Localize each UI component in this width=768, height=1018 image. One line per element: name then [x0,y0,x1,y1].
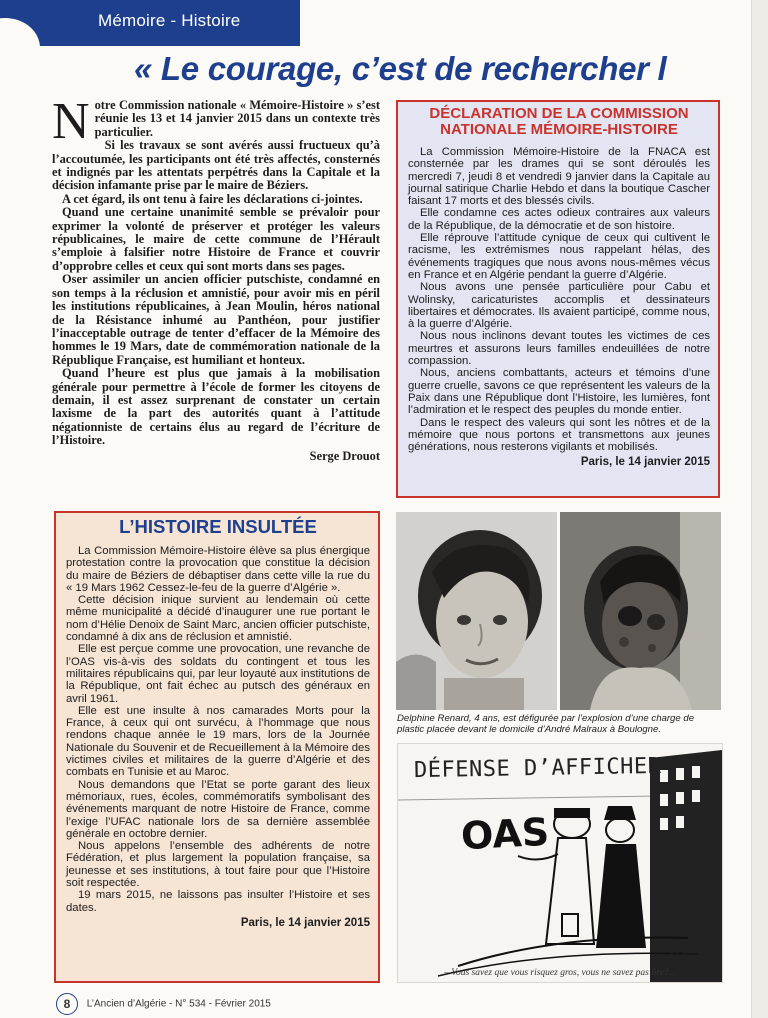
declaration-paragraph: Nous avons une pensée particulière pour Cabu et Wolinsky, caricaturistes accomplis et dessinateurs libertaires et démocrates. Ils avaient participé, comme nous, à la guerre d’Algérie. [408,281,710,331]
article-paragraph-4: Quand une certaine unanimité semble se prévaloir pour exprimer la volonté de préserver et protéger les valeurs républicaines, le maire de cette commune de l’Hérault s’emploie à falsifier notre Histoire de France et couvrir d’opprobre celles et ceux qui sont morts dans ses pages. [52,205,380,273]
cartoon-caption: – Vous savez que vous risquez gros, vous ne savez pas lire?... [444,968,676,978]
page-edge [751,0,768,1018]
article-paragraph-3: A cet égard, ils ont tenu à faire les déclarations ci-jointes. [62,191,363,206]
publication-info: L’Ancien d’Algérie - N° 534 - Février 2015 [86,998,271,1010]
child-portrait-image [396,512,557,710]
insult-body [66,545,370,914]
page-number: 8 [56,993,78,1015]
cartoon-title: DÉFENSE D’AFFICHER [413,753,662,784]
article-paragraph-6: Quand l’heure est plus que jamais à la mobilisation générale pour permettre à l’école de former les citoyens de demain, il est assez surprenant de constater un certain laxisme de la part des autorités quant à l’attitude négationniste de certains élus au regard de l’écriture de l’Histoire. [52,366,380,448]
photo-child-injured [560,512,721,710]
child-injured-image [560,512,721,710]
section-label: Mémoire - Histoire [98,11,241,30]
declaration-signature: Paris, le 14 janvier 2015 [580,456,710,469]
insult-paragraph: La Commission Mémoire-Histoire élève sa plus énergique protestation contre la provocation que constitue la décision du maire de Béziers de débaptiser dans cette ville la rue du « 19 Mars 1962 Cessez-le-feu de la guerre d’Algérie ». [66,545,370,594]
dropcap: N [52,93,90,150]
insult-title: L’HISTOIRE INSULTÉE [119,516,317,537]
photo-caption: Delphine Renard, 4 ans, est défigurée par l’explosion d’une charge de plastic placée devant le domicile d’André Malraux à Boulogne. [397,713,695,735]
section-banner [0,0,300,46]
insult-signature: Paris, le 14 janvier 2015 [240,916,370,929]
article-author: Serge Drouot [309,448,380,463]
declaration-paragraph: Nous, anciens combattants, acteurs et témoins d’une guerre cruelle, savons ce que représentent les valeurs de la Paix dans une République dont l’Histoire, les lumières, font l’admiration et le respect des peuples du monde entier. [408,367,710,417]
main-article [52,93,380,463]
headline: « Le courage, c’est de rechercher l [134,50,667,87]
cartoon [397,743,723,983]
insult-paragraph: Elle est perçue comme une provocation, une revanche de l’OAS vis-à-vis des soldats du contingent et tous les militaires républicains qui, par leur loyauté aux institutions de la République, ont fait échec au putsch des généraux en avril 1961. [66,643,370,705]
declaration-paragraph: La Commission Mémoire-Histoire de la FNACA est consternée par les drames qui se sont déroulés les mercredi 7, jeudi 8 et vendredi 9 janvier dans la Capitale au journal satirique Charlie Hebdo et dans la boutique Cascher faisant 17 morts et des blessés civils. [408,146,710,208]
insult-paragraph: Nous demandons que l’Etat se porte garant des lieux mémoriaux, rues, écoles, commémoratifs symbolisant des événements marquant de notre Histoire de France, comme l’exige l’UFAC nationale lors de sa dernière assemblée générale en octobre dernier. [66,778,370,840]
cartoon-wall-text: OAS [459,809,551,859]
photo-child-portrait [396,512,557,710]
declaration-paragraph: Dans le respect des valeurs qui sont les nôtres et de la mémoire que nous portons et transmettons aux jeunes générations, nous resterons vigilants et mobilisés. [408,416,710,454]
insult-paragraph: Elle est une insulte à nos camarades Morts pour la France, à ceux qui ont survécu, à l’hommage que nous rendons chaque année le 19 mars, lors de la Journée Nationale du Souvenir et de Recueillement à la Mémoire des victimes civiles et militaires de la guerre d’Algérie et des combats en Tunisie et au Maroc. [66,704,370,779]
insult-paragraph: Cette décision inique survient au lendemain où cette même municipalité a décidé d’inaugurer une rue portant le nom d’Hélie Denoix de Saint Marc, ancien officier putschiste, condamné à dix ans de réclusion et amnistié. [66,594,370,644]
declaration-paragraph: Elle condamne ces actes odieux contraires aux valeurs de la République, de la démocratie et de son histoire. [408,207,710,232]
insult-paragraph: 19 mars 2015, ne laissons pas insulter l’Histoire et ses dates. [66,889,370,914]
page-footer [56,993,271,1015]
declaration-body [408,146,710,453]
declaration-paragraph: Nous nous inclinons devant toutes les victimes de ces meurtres et assurons leurs familles endeuillées de notre compassion. [408,330,710,368]
cartoon-signature: F. Lap. [670,943,704,957]
declaration-title: DÉCLARATION DE LA COMMISSION NATIONALE MÉMOIRE-HISTOIRE [429,105,689,138]
article-paragraph-1: Notre Commission nationale « Mémoire-Histoire » s’est réunie les 13 et 14 janvier 2015 dans un contexte très particulier. [52,93,380,150]
insult-paragraph: Nous appelons l’ensemble des adhérents de notre Fédération, et plus largement la population française, sa jeunesse et ses institutions, à tout faire pour que l’Histoire soit respectée. [66,840,370,890]
article-paragraph-2: Si les travaux se sont avérés aussi fructueux qu’à l’accoutumée, les participants ont été très affectés, consternés et indignés par les attentats perpétrés dans la Capitale et la décision infamante prise par le maire de Béziers. [52,138,380,193]
banner-curve [0,18,40,46]
article-paragraph-5: Oser assimiler un ancien officier putschiste, condamné en son temps à la réclusion et amnistié, pour avoir mis en péril les institutions républicaines, à Jean Moulin, héros national de la Résistance inhumé au Panthéon, pour justifier l’inacceptable outrage de tenter d’effacer de la Mémoire des hommes le 19 Mars, date de commémoration nationale de la République Française, est humiliant et honteux. [52,272,380,367]
declaration-box [396,100,720,498]
declaration-paragraph: Elle réprouve l’attitude cynique de ceux qui cultivent le racisme, les extrémismes nous rappelant hélas, des événements tragiques que nous avons nous-mêmes vécus en France et en Algérie pendant la guerre d’Algérie. [408,232,710,281]
insult-box [54,511,380,983]
